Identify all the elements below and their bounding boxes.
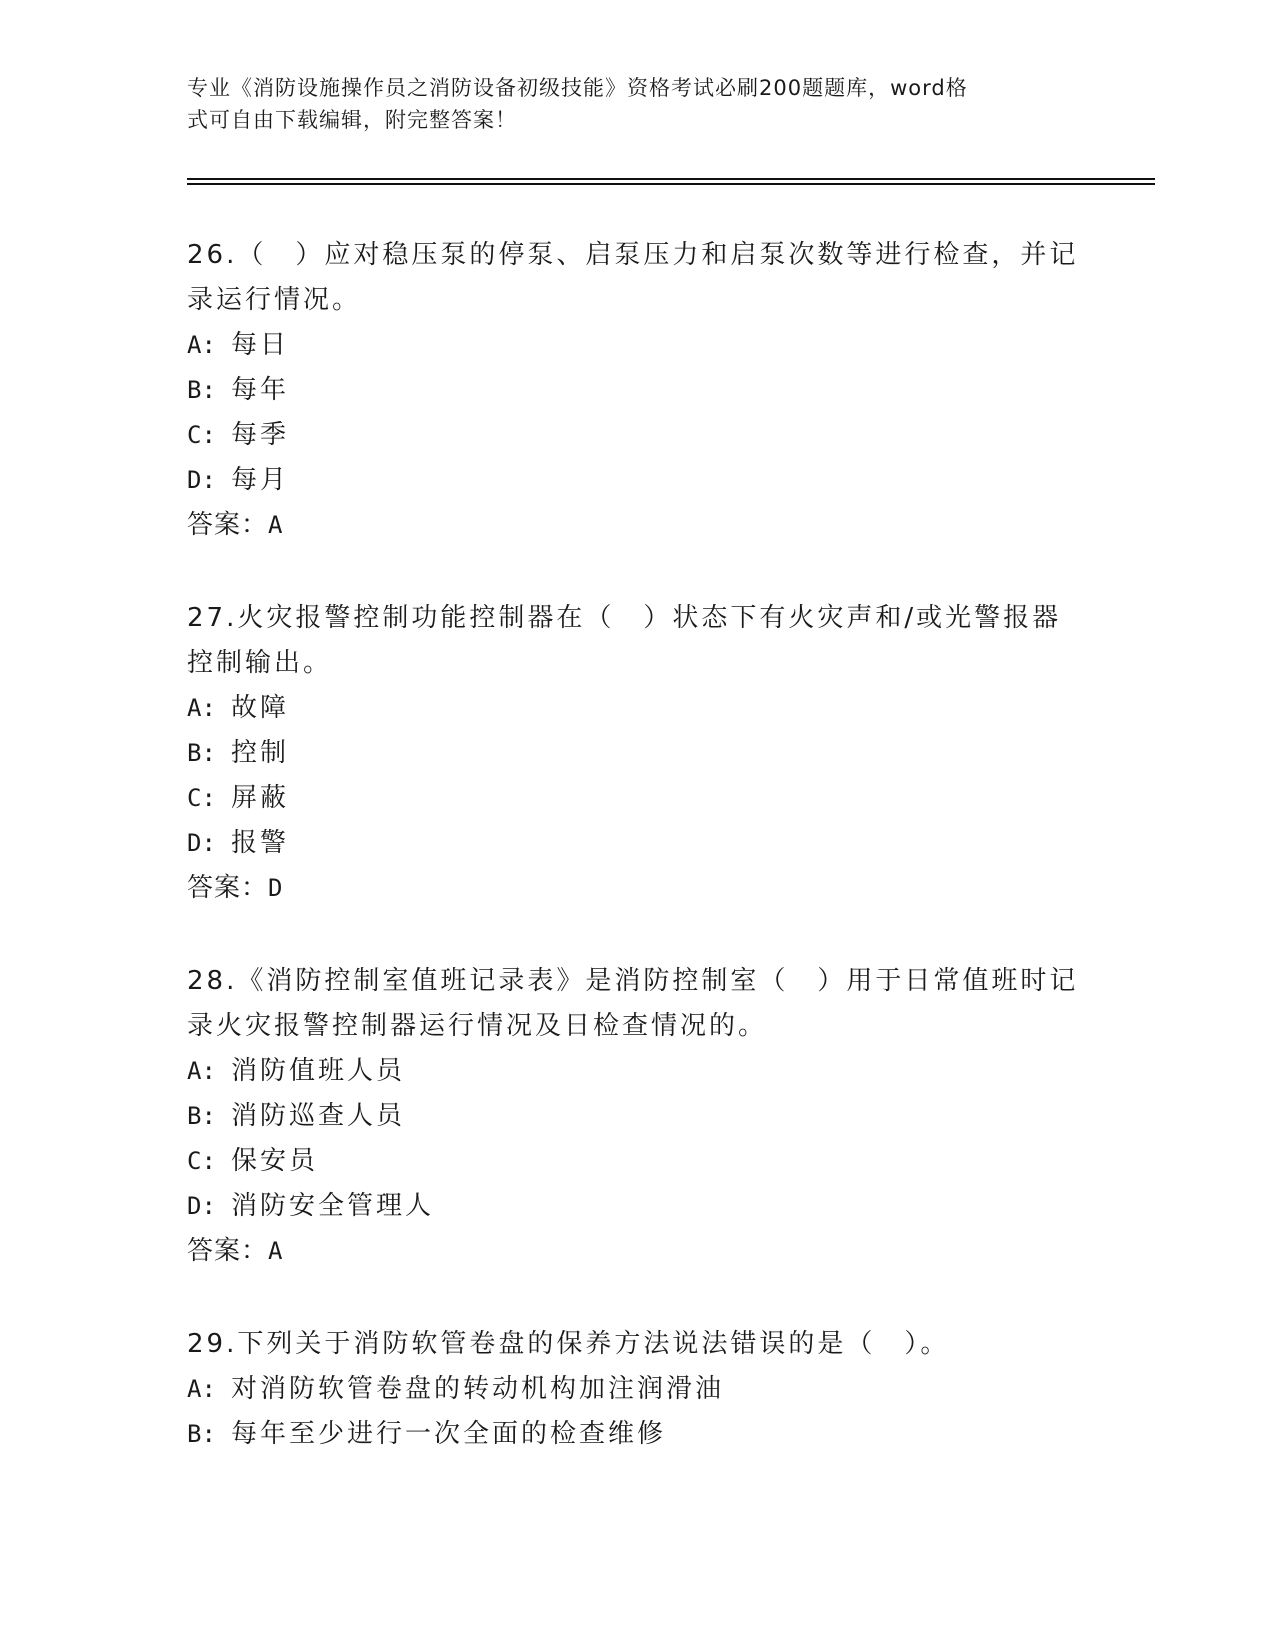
option-b <box>187 1094 1087 1139</box>
answer-label: 答案： <box>187 1236 269 1266</box>
option-letter: D: <box>187 1192 216 1220</box>
option-d <box>187 1184 1087 1229</box>
option-text: 消防巡查人员 <box>231 1101 406 1131</box>
option-letter: D: <box>187 466 216 494</box>
option-letter: B: <box>187 376 216 404</box>
question-text-line: 控制输出。 <box>187 648 333 678</box>
option-c <box>187 1139 1087 1184</box>
option-text: 消防值班人员 <box>231 1056 406 1086</box>
document-header <box>187 72 1067 136</box>
option-letter: D: <box>187 829 216 857</box>
header-line-1: 专业《消防设施操作员之消防设备初级技能》资格考试必刷200题题库，word格 <box>187 76 968 100</box>
option-letter: B: <box>187 1102 216 1130</box>
option-b <box>187 731 1087 776</box>
option-text: 屏蔽 <box>231 783 290 813</box>
question-26 <box>187 233 1087 548</box>
option-a <box>187 323 1087 368</box>
question-text-line: 26.（ ）应对稳压泵的停泵、启泵压力和启泵次数等进行检查，并记 <box>187 240 1079 270</box>
option-letter: A: <box>187 1375 216 1403</box>
question-text-line: 录运行情况。 <box>187 285 362 315</box>
option-d <box>187 821 1087 866</box>
answer-line <box>187 1229 1087 1274</box>
question-text-line: 28.《消防控制室值班记录表》是消防控制室（ ）用于日常值班时记 <box>187 966 1079 996</box>
option-a <box>187 1049 1087 1094</box>
question-28 <box>187 959 1087 1274</box>
option-text: 控制 <box>231 738 290 768</box>
answer-label: 答案： <box>187 873 269 903</box>
question-text-line: 录火灾报警控制器运行情况及日检查情况的。 <box>187 1011 768 1041</box>
option-text: 保安员 <box>231 1146 319 1176</box>
question-text-line: 29.下列关于消防软管卷盘的保养方法说法错误的是（ ）。 <box>187 1329 950 1359</box>
answer-line <box>187 866 1087 911</box>
option-letter: A: <box>187 331 216 359</box>
option-letter: A: <box>187 694 216 722</box>
option-text: 报警 <box>231 828 290 858</box>
option-text: 每月 <box>231 465 290 495</box>
answer-label: 答案： <box>187 510 269 540</box>
option-c <box>187 776 1087 821</box>
question-text-line: 27.火灾报警控制功能控制器在（ ）状态下有火灾声和/或光警报器 <box>187 603 1062 633</box>
option-letter: B: <box>187 1420 216 1448</box>
option-a <box>187 686 1087 731</box>
option-b <box>187 368 1087 413</box>
answer-value: A <box>268 1237 284 1265</box>
header-divider-top <box>187 178 1155 180</box>
answer-value: D <box>268 874 284 902</box>
option-a <box>187 1367 1087 1412</box>
option-b <box>187 1412 1087 1457</box>
option-letter: C: <box>187 1147 216 1175</box>
option-text: 每季 <box>231 420 290 450</box>
question-27 <box>187 596 1087 911</box>
option-text: 每年至少进行一次全面的检查维修 <box>231 1419 667 1449</box>
option-d <box>187 458 1087 503</box>
option-letter: B: <box>187 739 216 767</box>
header-divider-bottom <box>187 183 1155 185</box>
option-letter: A: <box>187 1057 216 1085</box>
question-29 <box>187 1322 1087 1457</box>
option-letter: C: <box>187 421 216 449</box>
option-text: 对消防软管卷盘的转动机构加注润滑油 <box>231 1374 725 1404</box>
option-text: 消防安全管理人 <box>231 1191 435 1221</box>
answer-value: A <box>268 511 284 539</box>
option-text: 故障 <box>231 693 290 723</box>
header-line-2: 式可自由下载编辑，附完整答案！ <box>187 108 517 132</box>
answer-line <box>187 503 1087 548</box>
option-text: 每年 <box>231 375 290 405</box>
option-c <box>187 413 1087 458</box>
option-letter: C: <box>187 784 216 812</box>
option-text: 每日 <box>231 330 290 360</box>
